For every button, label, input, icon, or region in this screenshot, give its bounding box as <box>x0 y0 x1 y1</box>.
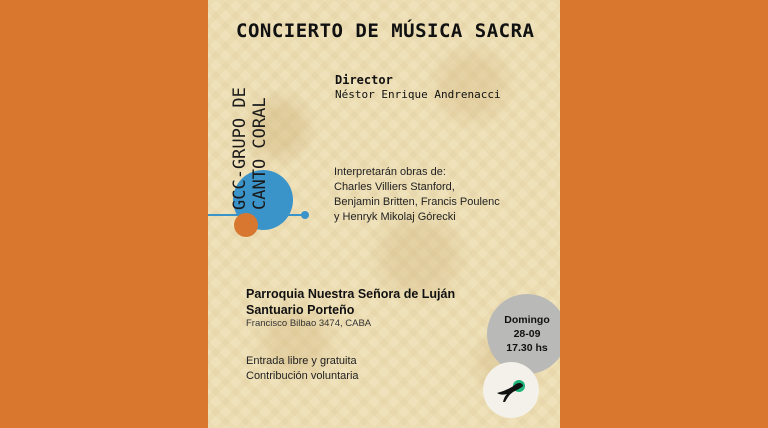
date-time: 17.30 hs <box>506 342 548 354</box>
choir-group-line1: GCC-GRUPO DE <box>230 87 250 210</box>
entry-line2: Contribución voluntaria <box>246 370 359 382</box>
venue-address: Francisco Bilbao 3474, CABA <box>246 318 372 329</box>
bird-logo-icon <box>483 362 539 418</box>
concert-poster <box>208 0 560 428</box>
composer-line: y Henryk Mikolaj Górecki <box>334 211 456 223</box>
director-name: Néstor Enrique Andrenacci <box>335 88 501 101</box>
decorative-orange-circle <box>234 213 258 237</box>
venue-section <box>246 286 496 330</box>
composer-line: Benjamin Britten, Francis Poulenc <box>334 196 500 208</box>
composer-line: Charles Villiers Stanford, <box>334 181 455 193</box>
organization-logo <box>483 362 539 418</box>
director-label: Director <box>335 73 393 87</box>
poster-title: CONCIERTO DE MÚSICA SACRA <box>236 20 535 42</box>
venue-name: Parroquia Nuestra Señora de Luján <box>246 287 456 301</box>
choir-group-line2: CANTO CORAL <box>250 97 270 210</box>
entry-info <box>246 354 359 384</box>
venue-subtitle: Santuario Porteño <box>246 303 355 317</box>
entry-line1: Entrada libre y gratuita <box>246 355 357 367</box>
works-section <box>334 165 534 225</box>
decorative-dot <box>301 211 309 219</box>
date-date: 28-09 <box>513 328 541 340</box>
works-intro: Interpretarán obras de: <box>334 166 446 178</box>
date-day: Domingo <box>504 314 550 326</box>
choir-group-name <box>230 87 270 210</box>
